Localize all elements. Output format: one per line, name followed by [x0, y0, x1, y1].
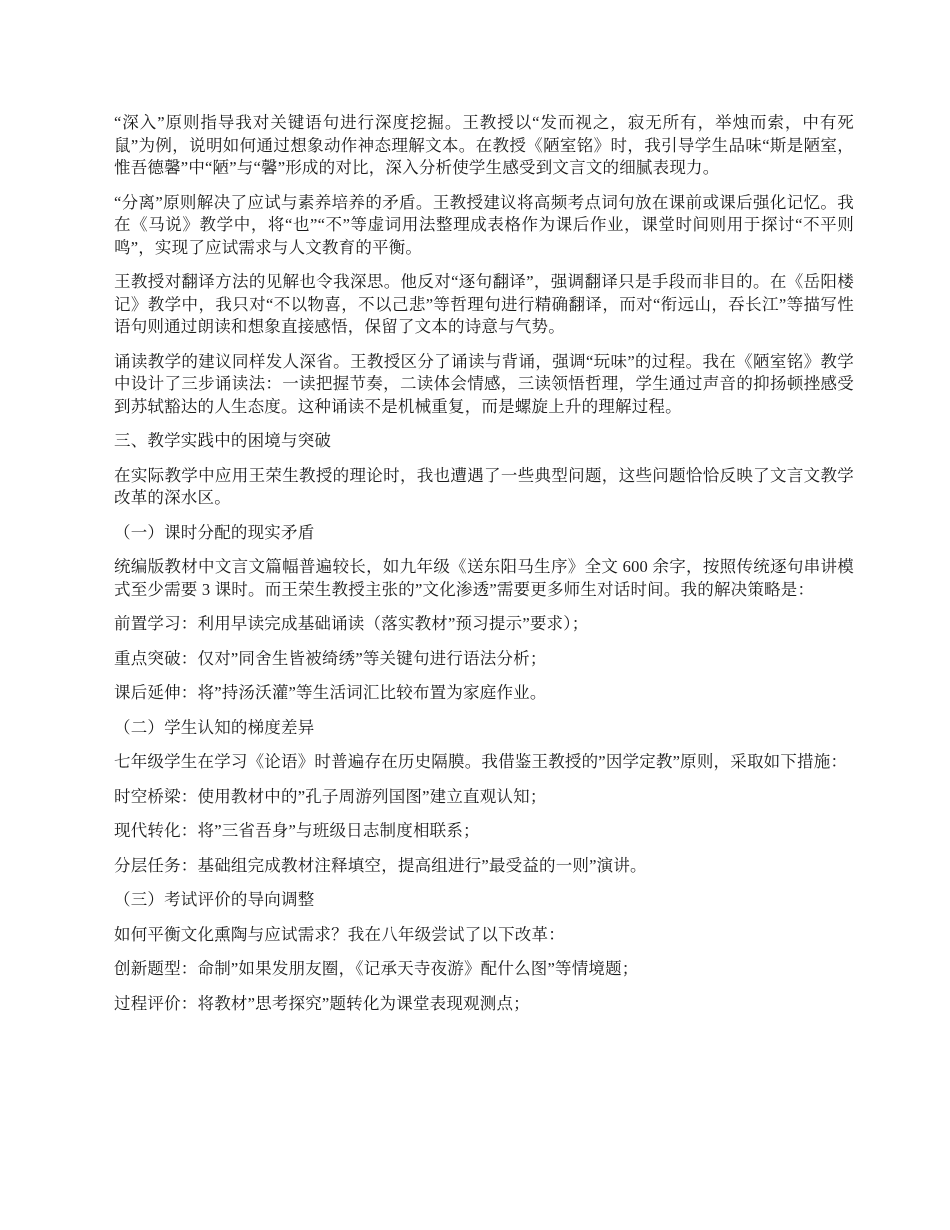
paragraph-practice-intro: 在实际教学中应用王荣生教授的理论时，我也遭遇了一些典型问题，这些问题恰恰反映了文言文教学改革的深水区。	[114, 465, 854, 507]
paragraph-class-hours: 统编版教材中文言文篇幅普遍较长，如九年级《送东阳马生序》全文 600 余字，按照传统逐句串讲模式至少需要 3 课时。而王荣生教授主张的”文化渗透”需要更多师生对话时间。我的解决策略是：	[114, 557, 854, 599]
paragraph-recitation-teaching: 诵读教学的建议同样发人深省。王教授区分了诵读与背诵，强调“玩味”的过程。我在《陋室铭》教学中设计了三步诵读法：一读把握节奏，二读体会情感，三读领悟哲理，学生通过声音的抑扬顿挫感受到苏轼豁达的人生态度。这种诵读不是机械重复，而是螺旋上升的理解过程。	[114, 351, 854, 416]
paragraph-cognitive-gap: 七年级学生在学习《论语》时普遍存在历史隔膜。我借鉴王教授的”因学定教”原则，采取如下措施：	[114, 752, 848, 771]
strategy-item-2: 重点突破：仅对”同舍生皆被绮绣”等关键句进行语法分析；	[114, 648, 547, 668]
measure-item-1: 时空桥梁：使用教材中的”孔子周游列国图”建立直观认知；	[114, 786, 547, 806]
strategy-item-3: 课后延伸：将”持汤沃灌”等生活词汇比较布置为家庭作业。	[114, 683, 547, 702]
document-page	[114, 112, 854, 1027]
measure-item-2: 现代转化：将”三省吾身”与班级日志制度相联系；	[114, 821, 480, 840]
paragraph-separation-principle: “分离”原则解决了应试与素养培养的矛盾。王教授建议将高频考点词句放在课前或课后强化记忆。我在《马说》教学中，将“也”“不”等虚词用法整理成表格作为课后作业，课堂时间则用于探讨“不平则鸣”，实现了应试需求与人文教育的平衡。	[114, 192, 854, 257]
paragraph-translation-method: 王教授对翻译方法的见解也令我深思。他反对“逐句翻译”，强调翻译只是手段而非目的。在《岳阳楼记》教学中，我只对“不以物喜，不以己悲”等哲理句进行精确翻译，而对“衔远山，吞长江”等描写性语句则通过朗读和想象直接感悟，保留了文本的诗意与气势。	[114, 272, 854, 336]
measure-item-3: 分层任务：基础组完成教材注释填空，提高组进行”最受益的一则”演讲。	[114, 855, 647, 875]
subheading-2: （二）学生认知的梯度差异	[114, 717, 315, 737]
subheading-3: （三）考试评价的导向调整	[114, 890, 315, 909]
paragraph-exam-balance: 如何平衡文化熏陶与应试需求？我在八年级尝试了以下改革：	[114, 924, 565, 944]
subheading-1: （一）课时分配的现实矛盾	[114, 522, 315, 542]
reform-item-1: 创新题型：命制”如果发朋友圈，《记承天寺夜游》配什么图”等情境题；	[114, 959, 639, 978]
strategy-item-1: 前置学习：利用早读完成基础诵读（落实教材”预习提示”要求）；	[114, 614, 589, 633]
paragraph-deep-principle: “深入”原则指导我对关键语句进行深度挖掘。王教授以“发而视之，寂无所有，举烛而索，中有死鼠”为例，说明如何通过想象动作神态理解文本。在教授《陋室铭》时，我引导学生品味“斯是陋室，惟吾德馨”中“陋”与“馨”形成的对比，深入分析使学生感受到文言文的细腻表现力。	[114, 113, 854, 177]
reform-item-2: 过程评价：将教材”思考探究”题转化为课堂表现观测点；	[114, 993, 530, 1013]
section-heading-3: 三、教学实践中的困境与突破	[114, 431, 332, 450]
